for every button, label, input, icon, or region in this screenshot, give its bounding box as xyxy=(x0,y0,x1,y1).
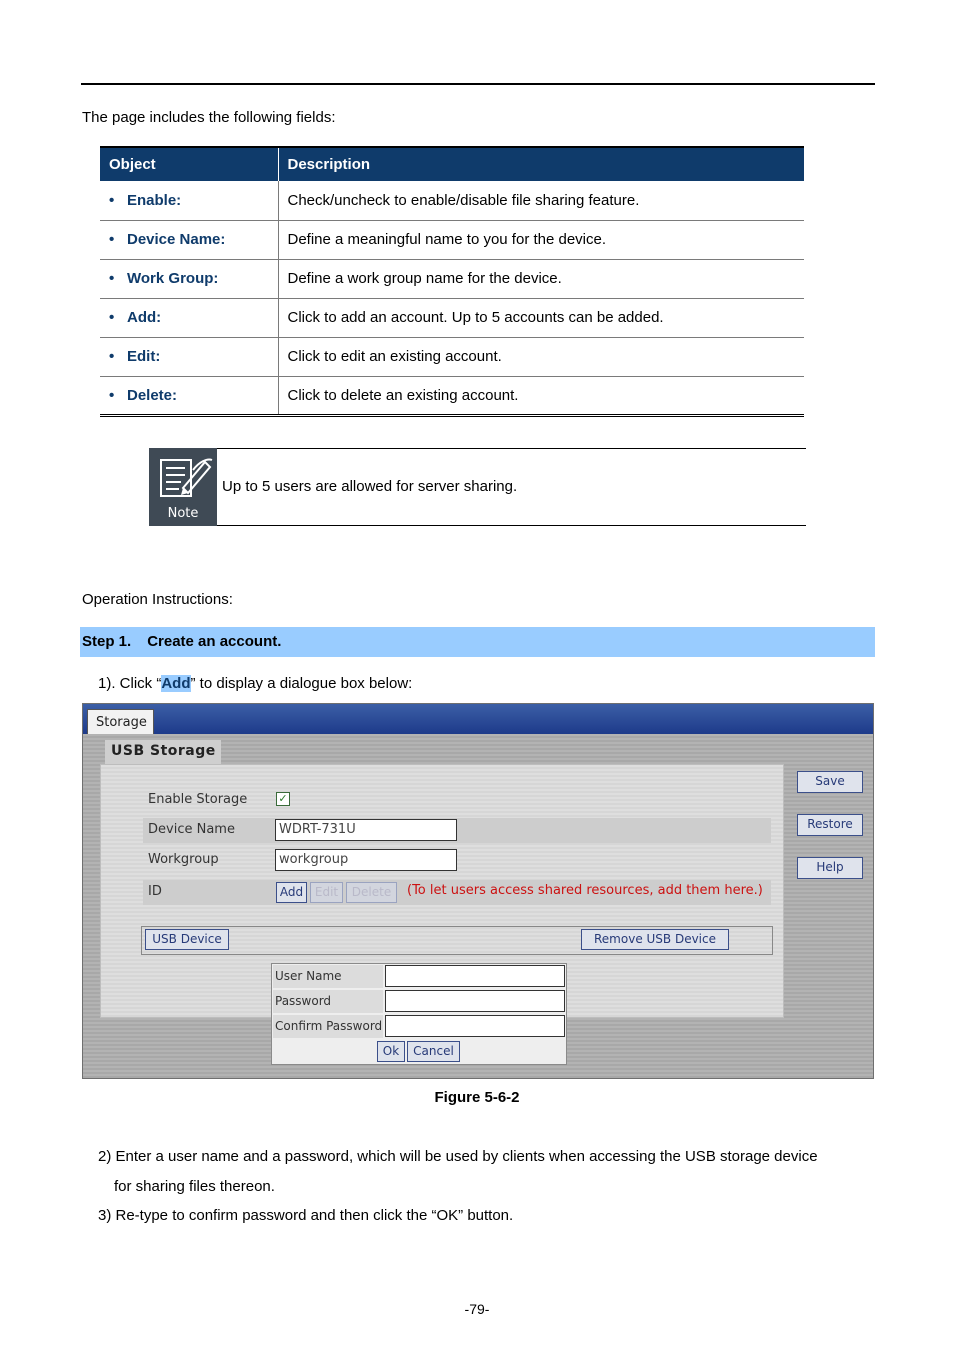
table-row xyxy=(100,220,804,259)
step-bar xyxy=(80,627,875,657)
page-number: -79- xyxy=(464,1301,490,1317)
bullet-icon: • xyxy=(109,191,115,209)
bullet-icon: • xyxy=(109,270,115,287)
description-cell: Click to edit an existing account. xyxy=(278,337,804,376)
table-header-row xyxy=(100,147,804,181)
user-name-input[interactable] xyxy=(385,965,565,987)
restore-button[interactable]: Restore xyxy=(797,814,863,836)
column-header-description: Description xyxy=(278,147,804,181)
object-cell xyxy=(100,220,278,259)
add-account-dialog xyxy=(271,963,567,1065)
note-bottom-rule xyxy=(217,525,806,526)
object-cell xyxy=(100,181,278,220)
object-cell xyxy=(100,259,278,298)
description-cell: Check/uncheck to enable/disable file sharing feature. xyxy=(278,181,804,220)
help-button[interactable]: Help xyxy=(797,857,863,879)
add-button[interactable]: Add xyxy=(276,882,307,903)
fields-table xyxy=(100,146,804,417)
intro-text: The page includes the following fields: xyxy=(82,109,336,126)
instruction-2-line-1: 2) Enter a user name and a password, which will be used by clients when accessing the USB storage device xyxy=(98,1148,818,1165)
password-label: Password xyxy=(273,990,383,1013)
object-name: Enable: xyxy=(127,191,182,209)
id-label: ID xyxy=(148,884,162,899)
user-name-label: User Name xyxy=(273,965,383,988)
tab-bar xyxy=(83,704,873,734)
bullet-icon: • xyxy=(109,231,115,248)
device-name-input[interactable]: WDRT-731U xyxy=(275,819,457,841)
table-row xyxy=(100,298,804,337)
operation-heading: Operation Instructions: xyxy=(82,591,233,608)
instruction-1 xyxy=(98,675,412,693)
delete-button[interactable]: Delete xyxy=(346,882,397,903)
object-cell xyxy=(100,376,278,415)
object-cell xyxy=(100,337,278,376)
table-row xyxy=(100,181,804,220)
storage-screenshot xyxy=(82,703,874,1079)
remove-usb-device-button[interactable]: Remove USB Device xyxy=(581,929,729,950)
device-name-label: Device Name xyxy=(148,822,235,837)
object-name: Delete: xyxy=(127,386,178,404)
cancel-button[interactable]: Cancel xyxy=(407,1041,460,1062)
ok-button[interactable]: Ok xyxy=(377,1041,405,1062)
pencil-paper-icon xyxy=(149,448,217,508)
save-button[interactable]: Save xyxy=(797,771,863,793)
usb-device-button[interactable]: USB Device xyxy=(145,929,229,950)
bullet-icon: • xyxy=(109,386,115,404)
confirm-password-input[interactable] xyxy=(385,1015,565,1037)
workgroup-label: Workgroup xyxy=(148,852,219,867)
description-cell: Define a work group name for the device. xyxy=(278,259,804,298)
instruction-1-post: ” to display a dialogue box below: xyxy=(190,675,413,692)
description-cell: Click to delete an existing account. xyxy=(278,376,804,415)
enable-label: Enable Storage xyxy=(148,792,248,807)
description-cell: Define a meaningful name to you for the device. xyxy=(278,220,804,259)
note-text: Up to 5 users are allowed for server sharing. xyxy=(222,478,518,495)
table-row xyxy=(100,337,804,376)
workgroup-input[interactable]: workgroup xyxy=(275,849,457,871)
workgroup-row xyxy=(143,848,771,873)
object-name: Work Group: xyxy=(127,270,219,287)
note-top-rule xyxy=(217,448,806,449)
enable-checkbox[interactable]: ✓ xyxy=(276,792,290,806)
instruction-3: 3) Re-type to confirm password and then click the “OK” button. xyxy=(98,1207,514,1224)
note-label: Note xyxy=(167,506,199,521)
panel-title: USB Storage xyxy=(105,740,221,764)
object-name: Edit: xyxy=(127,348,161,365)
bullet-icon: • xyxy=(109,309,115,326)
step-number: Step 1. xyxy=(82,633,132,650)
enable-row xyxy=(143,788,771,813)
step-title: Create an account. xyxy=(147,633,282,650)
add-keyword: Add xyxy=(161,675,191,692)
object-name: Add: xyxy=(127,309,162,326)
password-input[interactable] xyxy=(385,990,565,1012)
header-rule xyxy=(81,83,875,85)
confirm-password-label: Confirm Password xyxy=(273,1015,383,1038)
table-row xyxy=(100,376,804,415)
object-cell xyxy=(100,298,278,337)
instruction-2-line-2: for sharing files thereon. xyxy=(114,1178,275,1195)
id-hint-text: (To let users access shared resources, add them here.) xyxy=(407,883,763,898)
instruction-1-pre: 1). Click “ xyxy=(98,675,162,692)
table-row xyxy=(100,259,804,298)
edit-button[interactable]: Edit xyxy=(310,882,343,903)
tab-storage[interactable]: Storage xyxy=(87,709,154,734)
note-icon xyxy=(149,448,217,526)
column-header-object: Object xyxy=(100,147,278,181)
description-cell: Click to add an account. Up to 5 accounts can be added. xyxy=(278,298,804,337)
bullet-icon: • xyxy=(109,348,115,365)
device-name-row xyxy=(143,818,771,843)
figure-caption: Figure 5-6-2 xyxy=(434,1089,520,1106)
object-name: Device Name: xyxy=(127,231,226,248)
